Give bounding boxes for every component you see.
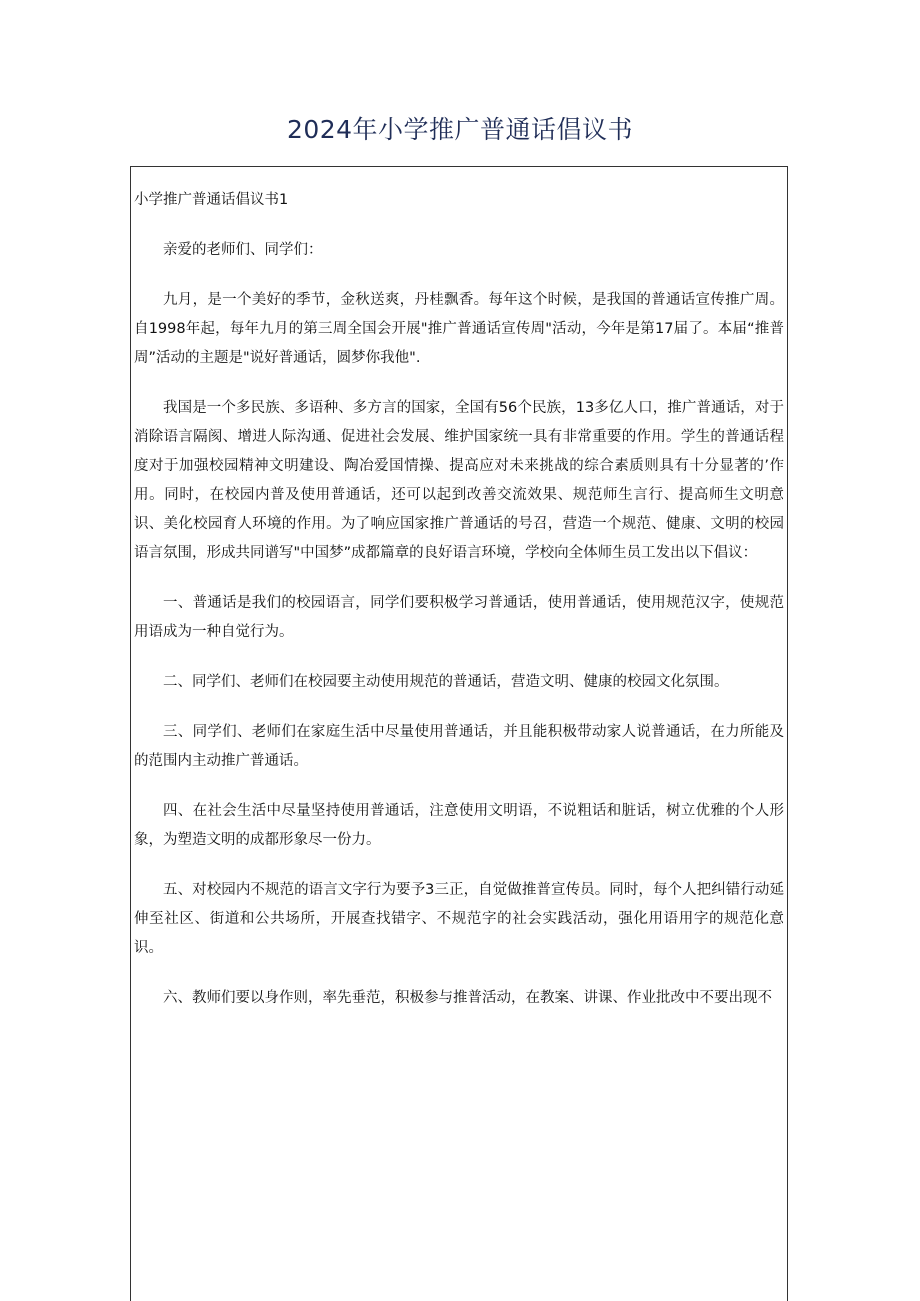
- section-heading: 小学推广普通话倡议书1: [134, 192, 289, 208]
- proposal-1: 一、普通话是我们的校园语言，同学们要积极学习普通话，使用普通话，使用规范汉字，使规范用语成为一种自觉行为。: [134, 595, 784, 640]
- proposal-2: 二、同学们、老师们在校园要主动使用规范的普通话，营造文明、健康的校园文化氛围。: [163, 674, 729, 690]
- greeting: 亲爱的老师们、同学们：: [163, 242, 323, 258]
- document-body: [134, 186, 784, 1034]
- paragraph-1: 九月，是一个美好的季节，金秋送爽，丹桂飘香。每年这个时候，是我国的普通话宣传推广周。自1998年起，每年九月的第三周全国会开展"推广普通话宣传周"活动，今年是第17届了。本届“推普周”活动的主题是"说好普通话，圆梦你我他".: [134, 292, 784, 366]
- paragraph-2: 我国是一个多民族、多语种、多方言的国家，全国有56个民族，13多亿人口，推广普通话，对于消除语言隔阂、增进人际沟通、促进社会发展、维护国家统一具有非常重要的作用。学生的普通话程度对于加强校园精神文明建设、陶冶爱国情操、提高应对未来挑战的综合素质则具有十分显著的’作用。同时，在校园内普及使用普通话，还可以起到改善交流效果、规范师生言行、提高师生文明意识、美化校园育人环境的作用。为了响应国家推广普通话的号召，营造一个规范、健康、文明的校园语言氛围，形成共同谱写"中国梦”成都篇章的良好语言环境，学校向全体师生员工发出以下倡议：: [134, 400, 784, 561]
- proposal-3: 三、同学们、老师们在家庭生活中尽量使用普通话，并且能积极带动家人说普通话，在力所能及的范围内主动推广普通话。: [134, 724, 784, 769]
- proposal-4: 四、在社会生活中尽量坚持使用普通话，注意使用文明语，不说粗话和脏话，树立优雅的个人形象，为塑造文明的成都形象尽一份力。: [134, 803, 784, 848]
- proposal-6: 六、教师们要以身作则，率先垂范，积极参与推普活动，在教案、讲课、作业批改中不要出现不: [163, 990, 772, 1006]
- proposal-5: 五、对校园内不规范的语言文字行为要予3三正，自觉做推普宣传员。同时，每个人把纠错行动延伸至社区、街道和公共场所，开展查找错字、不规范字的社会实践活动，强化用语用字的规范化意识。: [134, 882, 784, 956]
- page-title: 2024年小学推广普通话倡议书: [286, 115, 634, 144]
